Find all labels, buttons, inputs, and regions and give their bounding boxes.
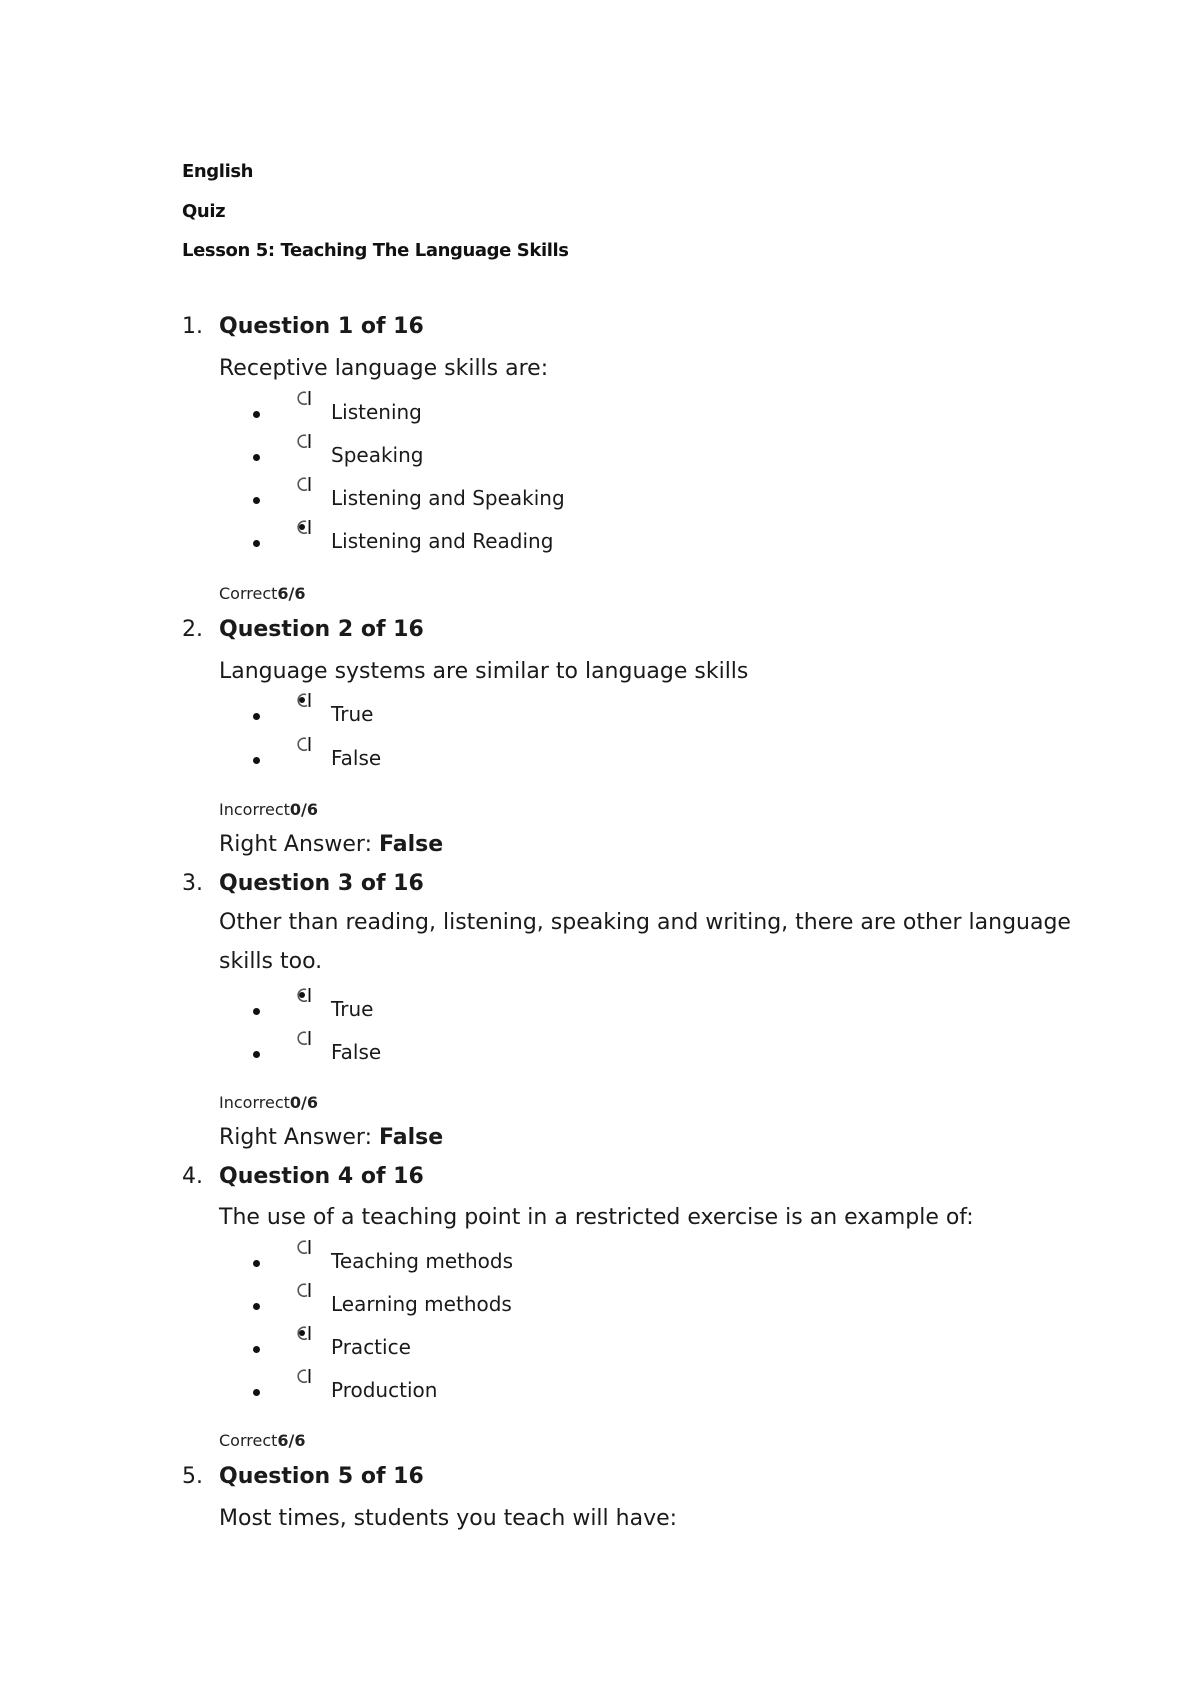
bullet-icon: [253, 454, 260, 461]
option-label[interactable]: Speaking: [331, 443, 424, 467]
right-answer: Right Answer: False: [219, 832, 444, 857]
option-label[interactable]: True: [331, 997, 374, 1021]
result-status: Correct6/6: [219, 584, 306, 603]
bullet-icon: [253, 1260, 260, 1267]
bullet-icon: [253, 1008, 260, 1015]
question-number: 3.: [182, 871, 203, 896]
question-number: 1.: [182, 314, 203, 339]
option-label[interactable]: Listening: [331, 400, 422, 424]
option-label[interactable]: Learning methods: [331, 1292, 512, 1316]
bullet-icon: [253, 1303, 260, 1310]
question-text: Most times, students you teach will have:: [219, 1506, 678, 1531]
subject-heading: English: [182, 161, 254, 182]
lesson-title: Lesson 5: Teaching The Language Skills: [182, 240, 569, 261]
score: 6/6: [277, 584, 306, 603]
question-text: Receptive language skills are:: [219, 356, 549, 381]
radio-button[interactable]: [294, 1029, 312, 1047]
bullet-icon: [253, 713, 260, 720]
bullet-icon: [253, 411, 260, 418]
option-label[interactable]: False: [331, 746, 382, 770]
bullet-icon: [253, 1051, 260, 1058]
radio-button[interactable]: [294, 389, 312, 407]
right-answer: Right Answer: False: [219, 1125, 444, 1150]
bullet-icon: [253, 1389, 260, 1396]
question-title: Question 2 of 16: [219, 617, 424, 642]
score: 6/6: [277, 1431, 306, 1450]
radio-button-selected[interactable]: [294, 986, 312, 1004]
question-title: Question 5 of 16: [219, 1464, 424, 1489]
radio-button[interactable]: [294, 1238, 312, 1256]
option-label[interactable]: Production: [331, 1378, 438, 1402]
score: 0/6: [289, 1093, 318, 1112]
question-title: Question 1 of 16: [219, 314, 424, 339]
question-text: Other than reading, listening, speaking and writing, there are other language skills too.: [219, 910, 1071, 974]
radio-button[interactable]: [294, 1367, 312, 1385]
question-number: 5.: [182, 1464, 203, 1489]
question-title: Question 4 of 16: [219, 1164, 424, 1189]
question-number: 2.: [182, 617, 203, 642]
score: 0/6: [289, 800, 318, 819]
option-label[interactable]: Practice: [331, 1335, 411, 1359]
bullet-icon: [253, 1346, 260, 1353]
question-text: Language systems are similar to language skills: [219, 659, 749, 684]
option-label[interactable]: Teaching methods: [331, 1249, 513, 1273]
question-text: The use of a teaching point in a restricted exercise is an example of:: [219, 1205, 974, 1230]
option-label[interactable]: False: [331, 1040, 382, 1064]
radio-button[interactable]: [294, 432, 312, 450]
radio-button-selected[interactable]: [294, 691, 312, 709]
radio-button[interactable]: [294, 1281, 312, 1299]
radio-button-selected[interactable]: [294, 518, 312, 536]
option-label[interactable]: Listening and Speaking: [331, 486, 565, 510]
option-label[interactable]: True: [331, 702, 374, 726]
result-status: Incorrect0/6: [219, 1093, 318, 1112]
radio-button-selected[interactable]: [294, 1324, 312, 1342]
quiz-heading: Quiz: [182, 201, 226, 222]
bullet-icon: [253, 497, 260, 504]
question-number: 4.: [182, 1164, 203, 1189]
radio-button[interactable]: [294, 475, 312, 493]
result-status: Incorrect0/6: [219, 800, 318, 819]
radio-button[interactable]: [294, 735, 312, 753]
bullet-icon: [253, 757, 260, 764]
result-status: Correct6/6: [219, 1431, 306, 1450]
bullet-icon: [253, 540, 260, 547]
question-title: Question 3 of 16: [219, 871, 424, 896]
option-label[interactable]: Listening and Reading: [331, 529, 554, 553]
